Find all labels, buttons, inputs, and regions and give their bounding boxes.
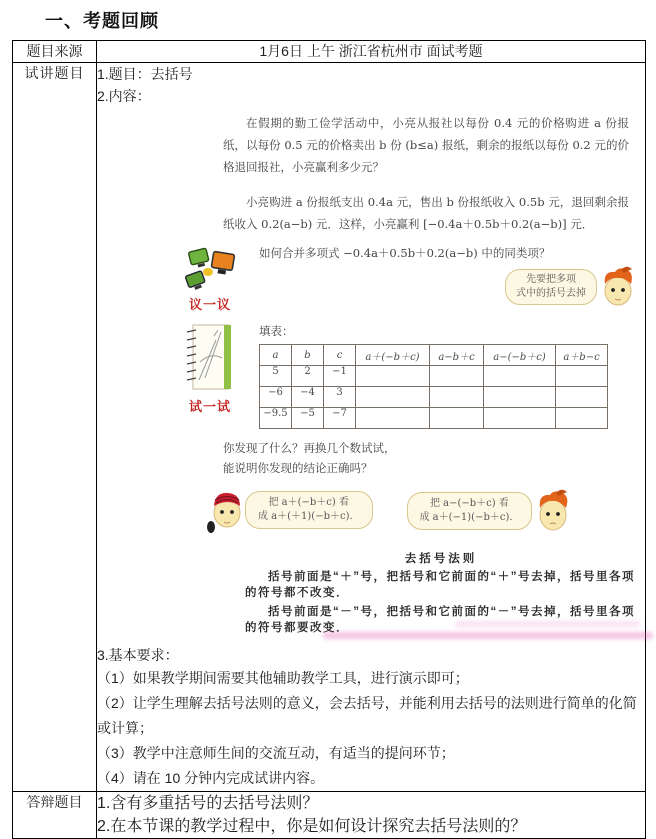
- cell: [356, 366, 430, 387]
- fill-table-label: 填表：: [259, 324, 294, 338]
- cell: [484, 408, 556, 429]
- try-label: 试一试: [188, 399, 231, 414]
- cell: −7: [324, 408, 356, 429]
- student-face2-icon: [532, 485, 574, 537]
- bracket-rule-box: [245, 550, 637, 636]
- header-cell: a−b＋c: [430, 345, 484, 366]
- hint-bubble-row: [259, 264, 639, 310]
- defense-content: [97, 792, 646, 839]
- fill-table-row: [260, 366, 608, 387]
- cell: −6: [260, 387, 292, 408]
- header-cell: c: [324, 345, 356, 366]
- discover-question-line2: 能说明你发现的结论正确吗？: [223, 461, 373, 475]
- defense-question-2: 2.在本节课的教学过程中，你是如何设计探究去括号法则的？: [97, 818, 527, 835]
- requirement-item: （1）如果教学期间需要其他辅助教学工具，进行演示即可；: [97, 670, 469, 686]
- rule-line-plus: 括号前面是“＋”号，把括号和它前面的“＋”号去掉，括号里各项的符号都不改变．: [245, 571, 635, 599]
- cell: 2: [292, 366, 324, 387]
- cell: [356, 387, 430, 408]
- page-title: 一、考题回顾: [45, 11, 159, 31]
- right-bubble-line1: 把 a−(−b＋c) 看: [429, 498, 509, 509]
- row-label-lecture: 试讲题目: [13, 63, 97, 792]
- exam-review-table: [12, 40, 646, 839]
- cell: [430, 387, 484, 408]
- try-section: [181, 322, 643, 429]
- cell: −4: [292, 387, 324, 408]
- hint-bubble: [505, 269, 597, 305]
- try-icon-block: [181, 322, 239, 429]
- textbook-scan: [181, 112, 643, 636]
- defense-question-1: 1.含有多重括号的去括号法则？: [97, 795, 319, 812]
- student-face-icon: [597, 264, 639, 310]
- cell: [430, 408, 484, 429]
- cell: 3: [324, 387, 356, 408]
- cell: [356, 408, 430, 429]
- student-face-hat-icon: [205, 485, 245, 535]
- lecture-row: [13, 63, 646, 792]
- cell: −5: [292, 408, 324, 429]
- cell: [430, 366, 484, 387]
- fill-table-header-row: [260, 345, 608, 366]
- hint-bubble-line2: 式中的括号去掉: [516, 288, 586, 299]
- row-label-defense: 答辩题目: [13, 792, 97, 839]
- cell: [484, 366, 556, 387]
- header-cell: a＋b−c: [556, 345, 608, 366]
- right-bubble-line2: 成 a＋(−1)(−b＋c)．: [419, 512, 520, 523]
- source-row: [13, 41, 646, 63]
- fill-table: [259, 344, 608, 429]
- right-student-group: [407, 485, 575, 537]
- requirement-item: （3）教学中注意师生间的交流互动，有适当的提问环节；: [97, 745, 455, 761]
- discuss-icon-block: [181, 244, 239, 313]
- textbook-paragraph-1: 在假期的勤工俭学活动中，小亮从报社以每份 0.4 元的价格购进 a 份报纸，以每份 0.5 元的价格卖出 b 份 (b≤a) 报纸，剩余的报纸以每份 0.2 元的价格退回报社，小亮赢利多少元？: [223, 116, 629, 174]
- lecture-topic: 1.题目：去括号: [97, 66, 193, 82]
- fill-table-row: [260, 387, 608, 408]
- left-bubble-line1: 把 a＋(−b＋c) 看: [268, 497, 349, 508]
- monitors-icon: [183, 244, 237, 292]
- basic-requirements-label: 3.基本要求：: [97, 647, 179, 663]
- left-student-bubble: [245, 491, 373, 529]
- cell: [484, 387, 556, 408]
- left-bubble-line2: 成 a＋(＋1)(−b＋c)．: [258, 511, 360, 522]
- pink-highlight-mark: [323, 632, 653, 639]
- defense-row: [13, 792, 646, 839]
- textbook-paragraph-2: 小亮购进 a 份报纸支出 0.4a 元，售出 b 份报纸收入 0.5b 元，退回剩余报纸收入 0.2(a−b) 元．这样，小亮赢利 [−0.4a＋0.5b＋0.2(a−b)] 元．: [223, 195, 629, 231]
- source-value: 1月6日 上午 浙江省杭州市 面试考题: [97, 41, 646, 63]
- cell: [556, 408, 608, 429]
- discuss-content: [259, 244, 643, 313]
- discuss-section: [181, 244, 643, 313]
- try-content: [259, 322, 643, 429]
- requirement-item: （4）请在 10 分钟内完成试讲内容。: [97, 770, 325, 786]
- requirement-item: （2）让学生理解去括号法则的意义，会去括号，并能利用去括号的法则进行简单的化简或计算；: [97, 695, 637, 736]
- header-cell: a: [260, 345, 292, 366]
- header-cell: a−(−b＋c): [484, 345, 556, 366]
- rule-title: 去括号法则: [404, 553, 478, 565]
- header-cell: a＋(−b＋c): [356, 345, 430, 366]
- pink-highlight-mark: [455, 621, 640, 627]
- row-label-source: 题目来源: [13, 41, 97, 63]
- cell: [556, 387, 608, 408]
- cell: −1: [324, 366, 356, 387]
- student-bubbles-row: [205, 485, 643, 537]
- discuss-question: 如何合并多项式 −0.4a＋0.5b＋0.2(a−b) 中的同类项？: [259, 246, 551, 260]
- discuss-label: 议一议: [188, 297, 231, 312]
- discover-question-line1: 你发现了什么？再换几个数试试，: [223, 441, 396, 455]
- right-student-bubble: [407, 492, 533, 530]
- cell: [556, 366, 608, 387]
- left-student-group: [205, 485, 373, 535]
- lecture-content-label: 2.内容：: [97, 88, 151, 104]
- rule-line-minus: 括号前面是“－”号，把括号和它前面的“－”号去掉，括号里各项的符号都要改变．: [245, 606, 635, 634]
- lecture-content: [97, 63, 646, 792]
- fill-table-row: [260, 408, 608, 429]
- notebook-icon: [184, 322, 236, 394]
- cell: −9.5: [260, 408, 292, 429]
- cell: 5: [260, 366, 292, 387]
- hint-bubble-line1: 先要把多项: [526, 274, 576, 285]
- header-cell: b: [292, 345, 324, 366]
